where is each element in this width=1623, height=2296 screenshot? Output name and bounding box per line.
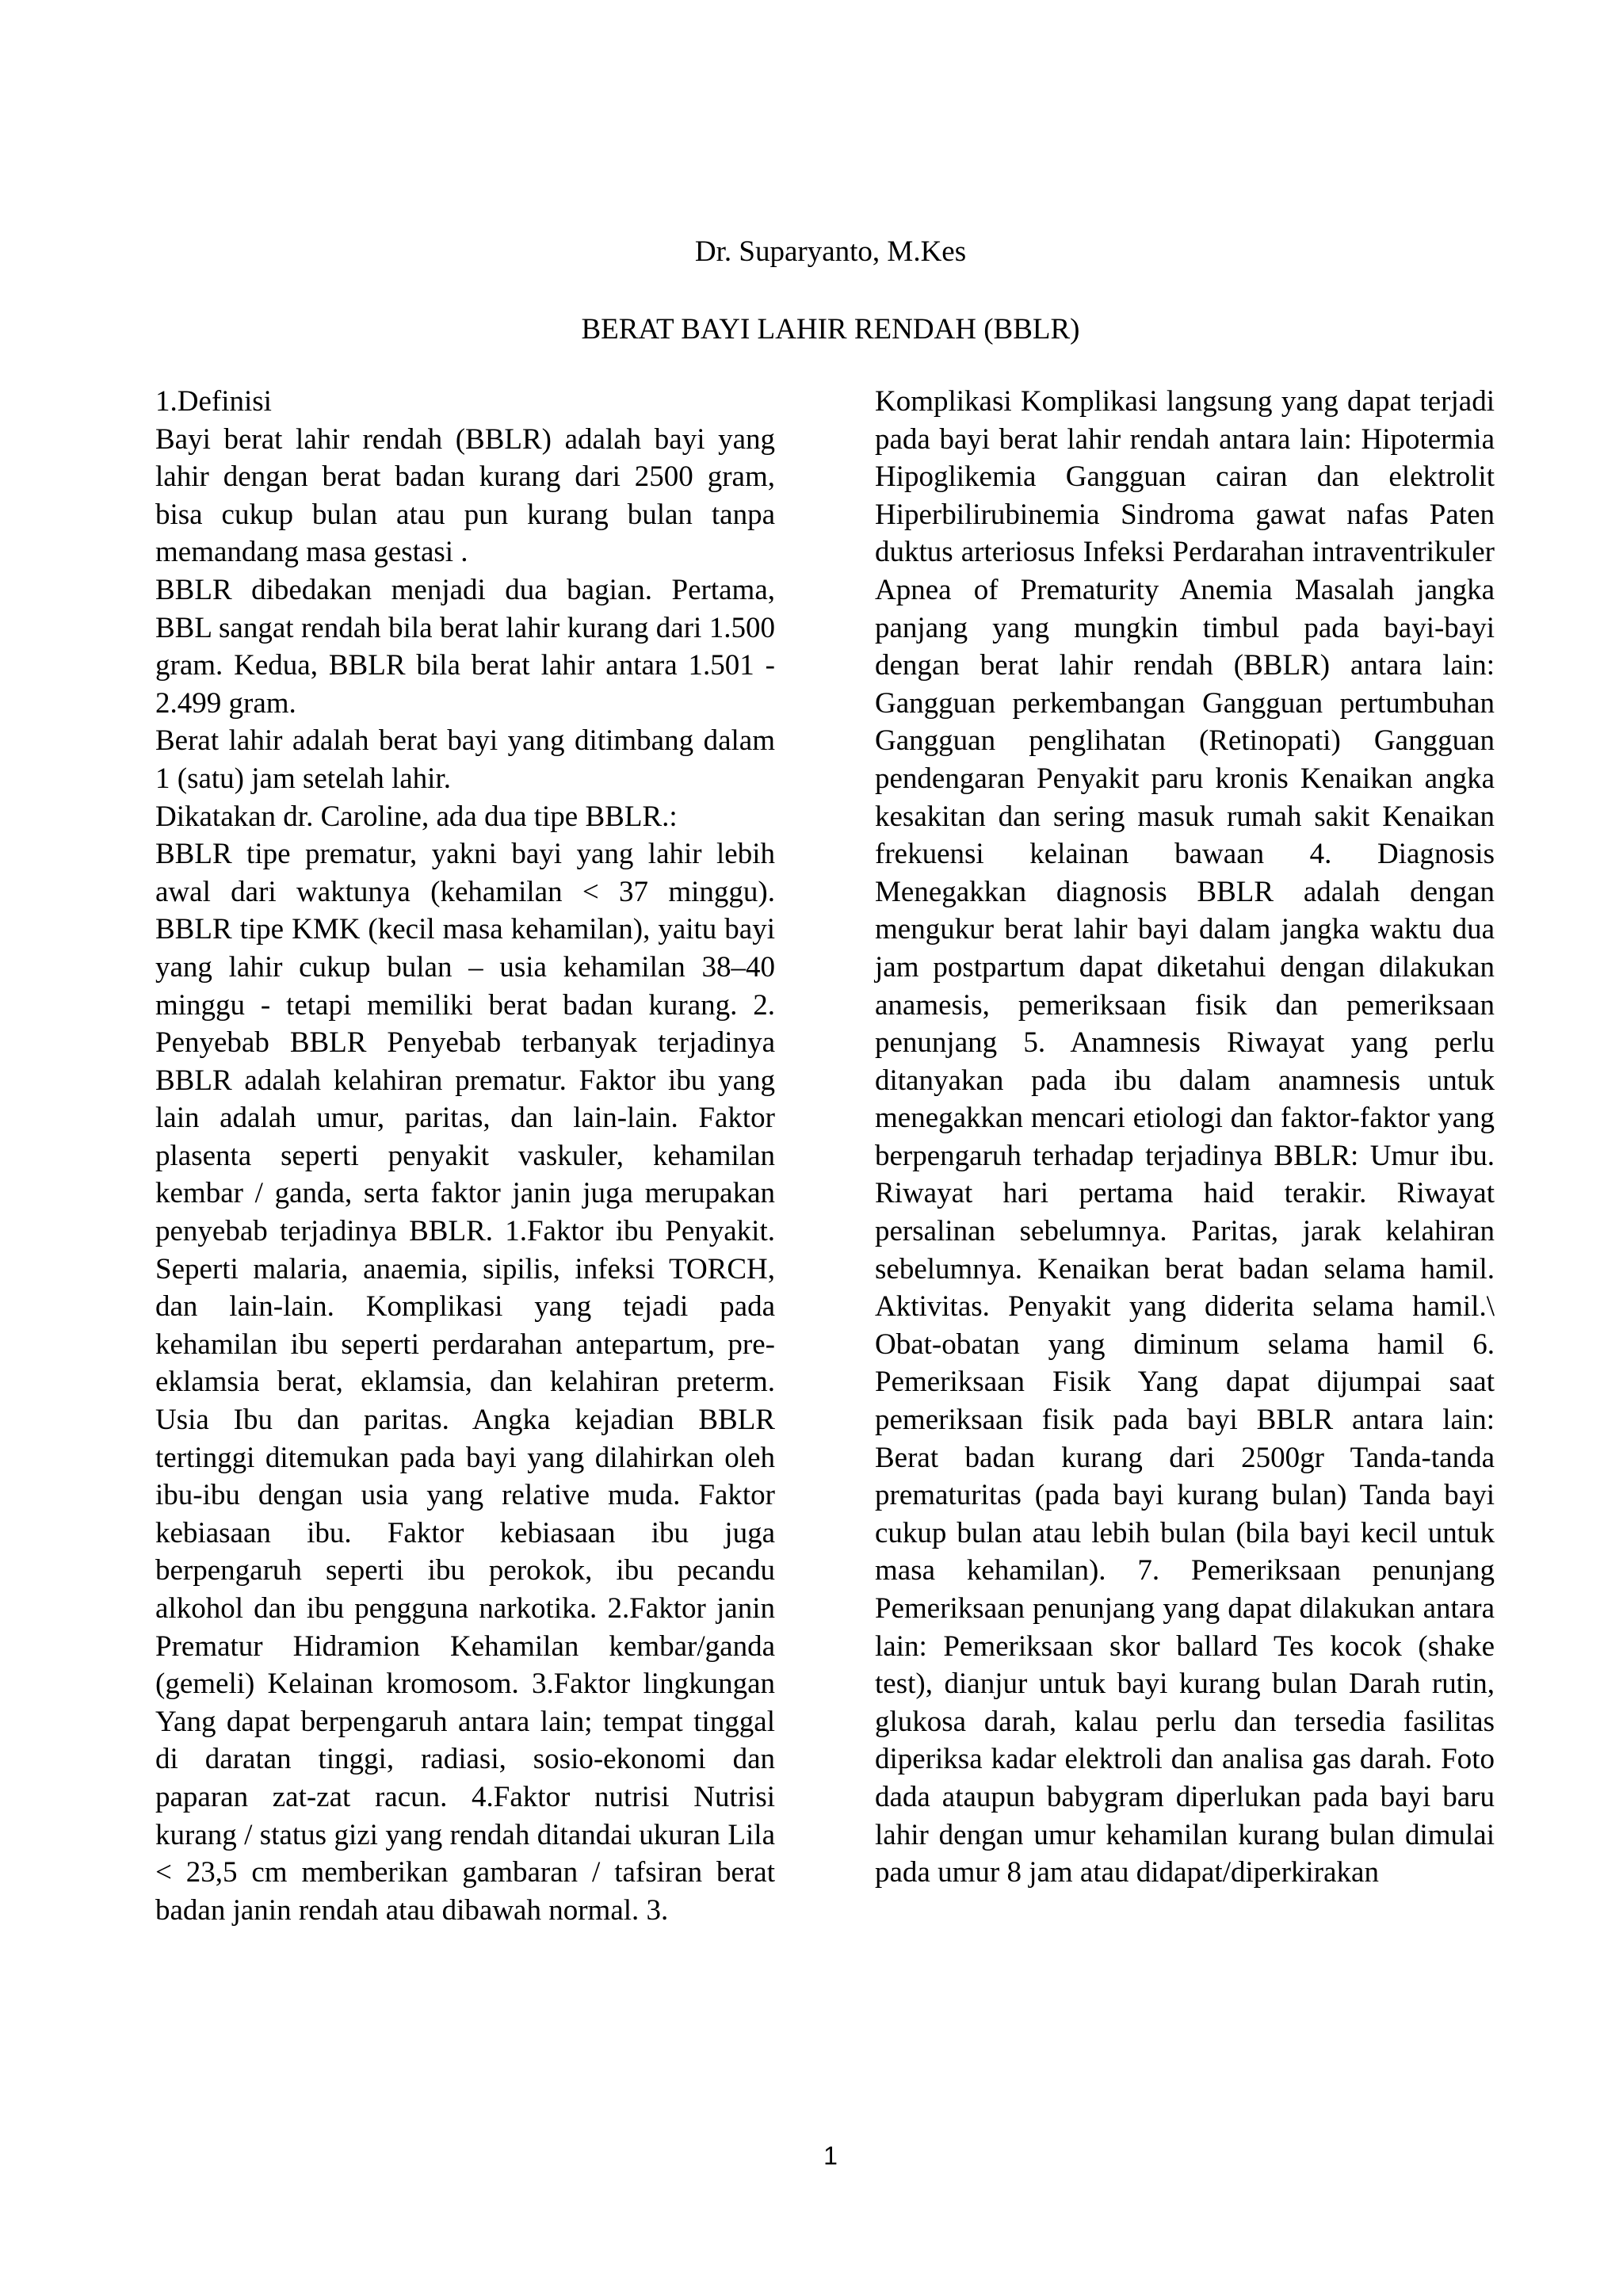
paragraph-complications-diagnosis: Komplikasi Komplikasi langsung yang dapat terjadi pada bayi berat lahir rendah antara lain: Hipotermia Hipoglikemia Gangguan cairan dan elektrolit Hiperbilirubinemia Sindroma gawat nafas Paten duktus arteriosus Infeksi Perdarahan intraventrikuler Apnea of Prematurity Anemia Masalah jangka panjang yang mungkin timbul pada bayi-bayi dengan berat lahir rendah (BBLR) antara lain: Gangguan perkembangan Gangguan pertumbuhan Gangguan penglihatan (Retinopati) Gangguan pendengaran Penyakit paru kronis Kenaikan angka kesakitan dan sering masuk rumah sakit Kenaikan frekuensi kelainan bawaan 4. Diagnosis Menegakkan diagnosis BBLR adalah dengan mengukur berat lahir bayi dalam jangka waktu dua jam postpartum dapat diketahui dengan dilakukan anamesis, pemeriksaan fisik dan pemeriksaan penunjang 5. Anamnesis Riwayat yang perlu ditanyakan pada ibu dalam anamnesis untuk menegakkan mencari etiologi dan faktor-faktor yang berpengaruh terhadap terjadinya BBLR: Umur ibu. Riwayat hari pertama haid terakir. Riwayat persalinan sebelumnya. Paritas, jarak kelahiran sebelumnya. Kenaikan berat badan selama hamil. Aktivitas. Penyakit yang diderita selama hamil.\ Obat-obatan yang diminum selama hamil 6. Pemeriksaan Fisik Yang dapat dijumpai saat pemeriksaan fisik pada bayi BBLR antara lain: Berat badan kurang dari 2500gr Tanda-tanda prematuritas (pada bayi kurang bulan) Tanda bayi cukup bulan atau lebih bulan (bila bayi kecil untuk masa kehamilan). 7. Pemeriksaan penunjang Pemeriksaan penunjang yang dapat dilakukan antara lain: Pemeriksaan skor ballard Tes kocok (shake test), dianjur untuk bayi kurang bulan Darah rutin, glukosa darah, kalau perlu dan tersedia fasilitas diperiksa kadar elektroli dan analisa gas darah. Foto dada ataupun babygram diperlukan pada bayi baru lahir dengan umur kehamilan kurang bulan dimulai pada umur 8 jam atau didapat/diperkirakan — [875, 385, 1495, 1889]
author-name: Dr. Suparyanto, M.Kes — [694, 235, 967, 268]
right-column — [875, 383, 1495, 1892]
document-title: BERAT BAYI LAHIR RENDAH (BBLR) — [581, 313, 1080, 346]
paragraph-definition: Bayi berat lahir rendah (BBLR) adalah bayi yang lahir dengan berat badan kurang dari 2500 gram, bisa cukup bulan atau pun kurang bulan tanpa memandang masa gestasi . — [155, 422, 775, 569]
paragraph-birth-weight: Berat lahir adalah berat bayi yang ditimbang dalam 1 (satu) jam setelah lahir. — [155, 724, 775, 795]
paragraph-bblr-categories: BBLR dibedakan menjadi dua bagian. Pertama, BBL sangat rendah bila berat lahir kurang dari 1.500 gram. Kedua, BBLR bila berat lahir antara 1.501 - 2.499 gram. — [155, 573, 775, 720]
left-column — [155, 383, 775, 1929]
paragraph-bblr-types-intro: Dikatakan dr. Caroline, ada dua tipe BBLR.: — [155, 800, 678, 833]
paragraph-bblr-types-and-causes: BBLR tipe prematur, yakni bayi yang lahir lebih awal dari waktunya (kehamilan < 37 minggu). BBLR tipe KMK (kecil masa kehamilan), yaitu bayi yang lahir cukup bulan – usia kehamilan 38–40 minggu - tetapi memiliki berat badan kurang. 2. Penyebab BBLR Penyebab terbanyak terjadinya BBLR adalah kelahiran prematur. Faktor ibu yang lain adalah umur, paritas, dan lain-lain. Faktor plasenta seperti penyakit vaskuler, kehamilan kembar / ganda, serta faktor janin juga merupakan penyebab terjadinya BBLR. 1.Faktor ibu Penyakit. Seperti malaria, anaemia, sipilis, infeksi TORCH, dan lain-lain. Komplikasi yang tejadi pada kehamilan ibu seperti perdarahan antepartum, pre-eklamsia berat, eklamsia, dan kelahiran preterm. Usia Ibu dan paritas. Angka kejadian BBLR tertinggi ditemukan pada bayi yang dilahirkan oleh ibu-ibu dengan usia yang relative muda. Faktor kebiasaan ibu. Faktor kebiasaan ibu juga berpengaruh seperti ibu perokok, ibu pecandu alkohol dan ibu pengguna narkotika. 2.Faktor janin Prematur Hidramion Kehamilan kembar/ganda (gemeli) Kelainan kromosom. 3.Faktor lingkungan Yang dapat berpengaruh antara lain; tempat tinggal di daratan tinggi, radiasi, sosio-ekonomi dan paparan zat-zat racun. 4.Faktor nutrisi Nutrisi kurang / status gizi yang rendah ditandai ukuran Lila < 23,5 cm memberikan gambaran / tafsiran berat badan janin rendah atau dibawah normal. 3. — [155, 838, 775, 1927]
section-heading-definisi: 1.Definisi — [155, 385, 272, 418]
page-number: 1 — [823, 2141, 838, 2170]
